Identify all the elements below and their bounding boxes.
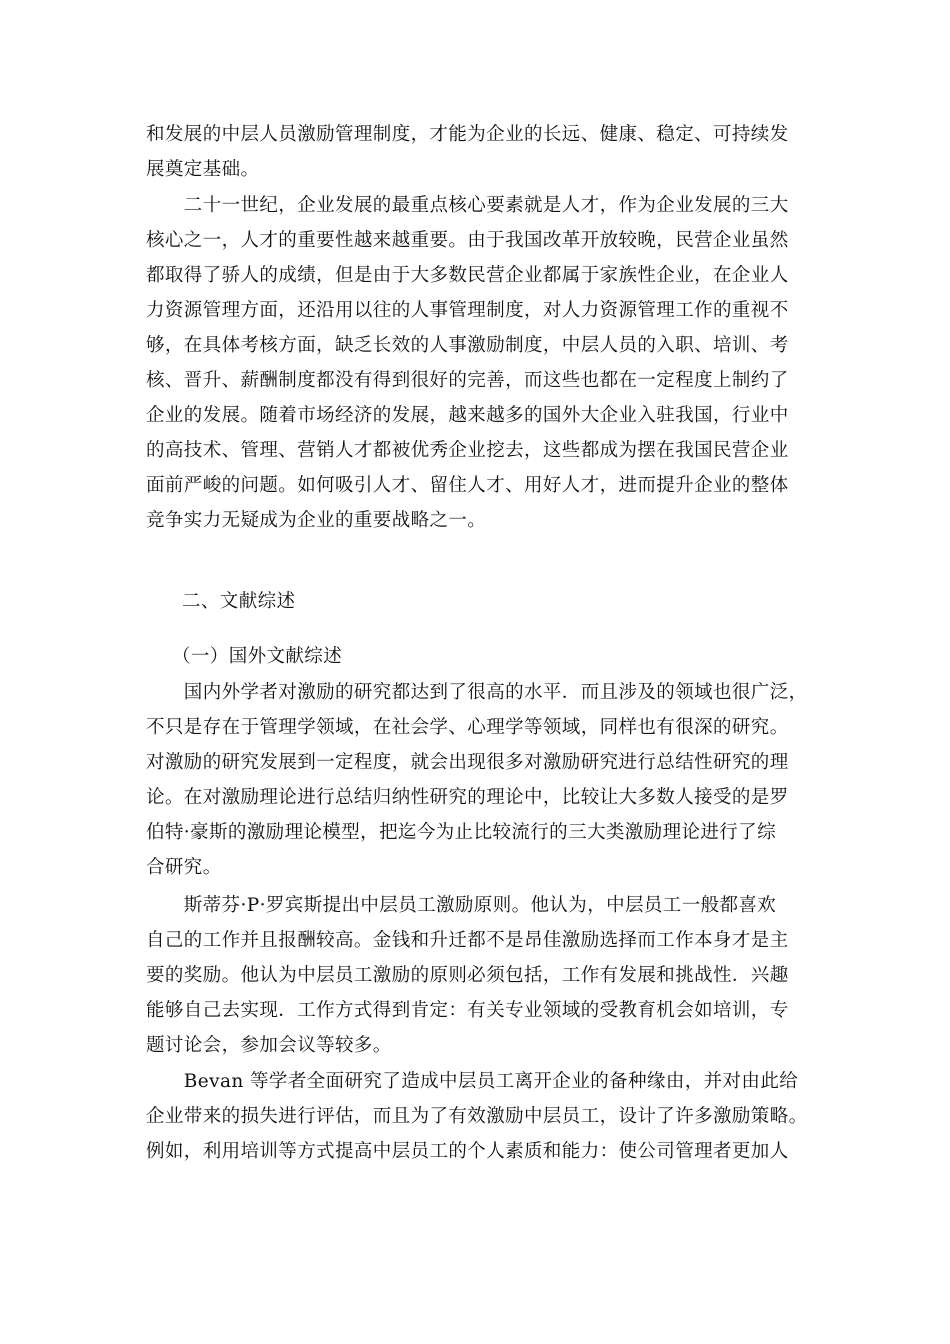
text-line: 论。在对激励理论进行总结归纳性研究的理论中，比较让大多数人接受的是罗 <box>146 787 789 808</box>
text-line: 斯蒂芬·P·罗宾斯提出中层员工激励原则。他认为，中层员工一般都喜欢 <box>146 895 777 916</box>
text-line: 力资源管理方面，还沿用以往的人事管理制度，对人力资源管理工作的重视不 <box>146 300 789 321</box>
paragraph-bevan <box>146 1064 818 1169</box>
text-line: 的高技术、管理、营销人才都被优秀企业挖去，这些都成为摆在我国民营企业 <box>146 440 789 461</box>
text-line: 不只是存在于管理学领域，在社会学、心理学等领域，同样也有很深的研究。 <box>146 717 789 738</box>
text-line: 二十一世纪，企业发展的最重点核心要素就是人才，作为企业发展的三大 <box>146 195 789 216</box>
paragraph-robbins <box>146 888 818 1063</box>
text-line: 例如，利用培训等方式提高中层员工的个人素质和能力：使公司管理者更加人 <box>146 1141 789 1162</box>
text-line: 和发展的中层人员激励管理制度，才能为企业的长远、健康、稳定、可持续发 <box>146 124 789 145</box>
text-line: 自己的工作并且报酬较高。金钱和升迁都不是昂佳激励选择而工作本身才是主 <box>146 930 789 951</box>
text-line: 够，在具体考核方面，缺乏长效的人事激励制度，中层人员的入职、培训、考 <box>146 335 789 356</box>
text-line: 企业带来的损失进行评估，而且为了有效激励中层员工，设计了许多激励策略。 <box>146 1106 808 1127</box>
text-line: 展奠定基础。 <box>146 159 260 180</box>
text-line: 都取得了骄人的成绩，但是由于大多数民营企业都属于家族性企业，在企业人 <box>146 265 789 286</box>
text-line: 面前严峻的问题。如何吸引人才、留住人才、用好人才，进而提升企业的整体 <box>146 475 789 496</box>
subsection-heading: （一）国外文献综述 <box>172 646 343 667</box>
text-line: 能够自己去实现．工作方式得到肯定：有关专业领域的受教育机会如培训，专 <box>146 1000 789 1021</box>
paragraph-intro-continuation <box>146 117 818 187</box>
text-line: 核心之一，人才的重要性越来越重要。由于我国改革开放较晚，民营企业虽然 <box>146 230 789 251</box>
text-line: 伯特·豪斯的激励理论模型，把迄今为止比较流行的三大类激励理论进行了综 <box>146 822 776 843</box>
text-line: Bevan 等学者全面研究了造成中层员工离开企业的备种缘由，并对由此给 <box>146 1071 799 1092</box>
text-line: 要的奖励。他认为中层员工激励的原则必须包括，工作有发展和挑战性．兴趣 <box>146 965 789 986</box>
text-line: 对激励的研究发展到一定程度，就会出现很多对激励研究进行总结性研究的理 <box>146 752 789 773</box>
text-line: 合研究。 <box>146 857 222 878</box>
text-line: 竞争实力无疑成为企业的重要战略之一。 <box>146 510 487 531</box>
text-line: 核、晋升、薪酬制度都没有得到很好的完善，而这些也都在一定程度上制约了 <box>146 370 789 391</box>
paragraph-foreign-research <box>146 675 818 885</box>
text-line: 国内外学者对激励的研究都达到了很高的水平．而且涉及的领域也很广泛， <box>146 682 808 703</box>
text-line: 企业的发展。随着市场经济的发展，越来越多的国外大企业入驻我国，行业中 <box>146 405 789 426</box>
text-line: 题讨论会，参加会议等较多。 <box>146 1035 392 1056</box>
section-heading: 二、文献综述 <box>182 591 296 612</box>
paragraph-talent-importance <box>146 188 818 538</box>
